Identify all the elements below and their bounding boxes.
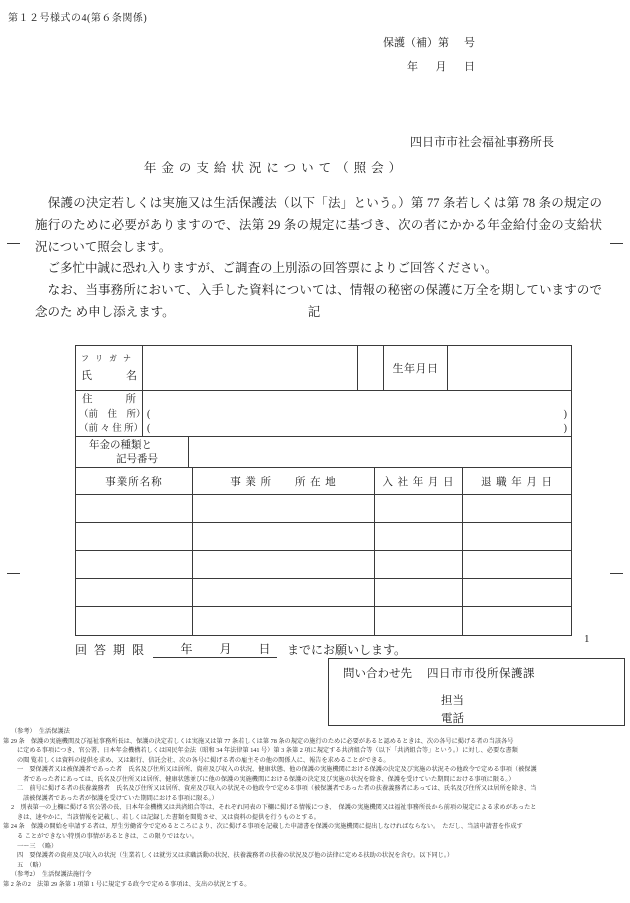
body-paragraph-2: ご多忙中誠に恐れ入りますが、ご調査の上別添の回答票によりご回答ください。	[35, 261, 498, 276]
name-value-cell	[143, 346, 358, 390]
doc-no-prefix: 保護（補）第	[383, 37, 449, 49]
furigana-label: フ リ ガ ナ	[81, 354, 133, 363]
column-header-join-date: 入 社 年 月 日	[375, 468, 463, 494]
inquiry-destination-line	[343, 665, 624, 681]
column-header-leave-date: 退 職 年 月 日	[481, 476, 553, 488]
reference-line: 2 別表第一の上欄に掲げる官公署の長、日本年金機構又は共済組合等は、それぞれ同表の下欄に掲げる情報につき、 保護の実施機関又は福祉事務所長から前項の規定による求めがあったと	[11, 804, 537, 812]
birthdate-value-cell	[448, 346, 571, 390]
reference-line: 該被保護者であった者が保護を受けていた期間における事項に限る。）	[23, 794, 218, 802]
form-id: 第１２号様式の4(第６条関係)	[8, 13, 148, 24]
inquiry-destination: 四日市市役所保護課	[427, 668, 535, 680]
name-label-cell	[76, 346, 143, 390]
page-title: 年金の支給状況について（照会）	[143, 161, 407, 175]
reference-line: （参考） 生活保護法	[11, 728, 70, 735]
table-row-address	[76, 391, 571, 437]
reference-line: 者であった者にあっては、氏名及び住所又は居所、健康状態並びに他の保護の実施機関における保護の決定及び実施の状況を除き、保護を受けていた期間における事項に限る。）	[23, 775, 515, 783]
reference-line: きは、速やかに、当該情報を記載し、若しくは記録した書類を閲覧させ、又は資料の提供を行うものとする。	[17, 813, 320, 821]
table-row	[76, 495, 571, 523]
name-label: 氏 名	[81, 370, 137, 382]
crop-mark	[610, 243, 623, 244]
reference-line: 第 29 条 保護の実施機関及び福祉事務所長は、保護の決定若しくは実施又は第 77 条若しくは第 78 条の規定の施行のために必要があると認めるときは、次の各号に掲げる者の当該各号	[3, 737, 514, 745]
pension-type-label-cell: 年金の種類と 記号番号	[76, 437, 189, 467]
reference-line: 四 要保護者の資産及び収入の状況（生業若しくは就労又は求職活動の状況、扶養義務者の扶養の状況及び他の法律に定める扶助の状況を含む。以下同じ。）	[17, 852, 454, 860]
reference-line: 第 2 条の2 法第 29 条第 1 項第 1 号に規定する政令で定める事項は、支出の状況とする。	[3, 880, 251, 888]
inquiry-contact-label: 担当	[441, 695, 464, 707]
prev2-address-label: （前 々 住 所）	[79, 424, 144, 434]
deadline-date-field: 年 月 日	[153, 640, 277, 658]
reference-line: 第 24 条 保護の開始を申請する者は、厚生労働省令で定めるところにより、次に掲げる事項を記載した申請書を保護の実施機関に提出しなければならない。 ただし、当該申請書を作成す	[3, 823, 523, 831]
deadline-label: 回 答 期 限	[75, 643, 147, 657]
column-header-office-name: 事業所名称	[76, 468, 193, 494]
reference-line: の閲 覧若しくは資料の提供を求め、又は銀行、信託会社、次の各号に掲げる者の雇主その他の関係人に、報告を求めることができる。	[17, 756, 390, 764]
addressee: 四日市市社会福祉事務所長	[410, 135, 555, 149]
table-row-pension-type	[76, 437, 571, 468]
inquiry-label: 問い合わせ先	[343, 668, 412, 680]
reply-deadline-line	[75, 640, 406, 658]
page-number: 1	[584, 633, 590, 645]
prev-address-value: ( )	[147, 408, 567, 420]
spacer-cell	[358, 346, 384, 390]
table-row	[76, 579, 571, 607]
column-header-office-location: 事 業 所 所 在 地	[193, 468, 375, 494]
body-paragraph-1: 保護の決定若しくは実施又は生活保護法（以下「法」という。）第 77 条若しくは第 78 条の規定の施行のために必要がありますので、法第 29 条の規定に基づき、次の者にかかる年金給付金の支給状況について照会します。	[35, 196, 602, 254]
document-number-line	[383, 34, 475, 50]
table-row	[76, 523, 571, 551]
inquiry-phone-label: 電話	[441, 713, 464, 725]
table-row-name	[76, 346, 571, 391]
crop-mark	[7, 243, 20, 244]
date-day-label: 日	[464, 61, 475, 73]
address-label-cell	[76, 391, 146, 436]
crop-mark	[7, 573, 20, 574]
legal-reference-text	[3, 727, 628, 889]
table-header-row	[76, 468, 571, 495]
subject-info-table	[75, 345, 572, 636]
prev2-address-value: ( )	[147, 423, 567, 434]
reference-line: に定める事項につき、官公署、日本年金機構若しくは国民年金法（昭和 34 年法律第 141 号）第 3 条第 2 項に規定する共済組合等（以下「共済組合等」という。）に対し、必要な書類	[17, 747, 518, 755]
date-month-label: 月	[435, 61, 447, 73]
reference-line: 二 前号に掲げる者の扶養義務者 氏名及び住所又は居所、資産及び収入の状況その他政令で定める事項（被保護者であった者の扶養義務者にあっては、氏名及び住所又は居所を除き、当	[17, 785, 537, 793]
inquiry-contact-box	[328, 658, 625, 726]
deadline-suffix: までにお願いします。	[287, 643, 407, 657]
table-row	[76, 607, 571, 635]
crop-mark	[610, 573, 623, 574]
document-date-line	[407, 58, 475, 74]
pension-type-value-cell	[189, 437, 571, 467]
reference-line: （参考2） 生活保護法施行令	[11, 871, 92, 879]
table-row	[76, 551, 571, 579]
ki-heading: 記	[307, 305, 323, 319]
birthdate-label-cell: 生年月日	[384, 346, 448, 390]
doc-no-suffix: 号	[464, 37, 475, 49]
body-paragraph-3: なお、当事務所において、入手した資料については、情報の秘密の保護に万全を期していますので念のた め申し添えます。	[35, 283, 602, 319]
date-year-label: 年	[407, 61, 418, 73]
address-value-cell	[143, 391, 571, 436]
prev-address-label: （前 住 所）	[79, 409, 146, 420]
reference-line: 一～三 （略）	[17, 842, 58, 850]
reference-line: 五 （略）	[17, 861, 45, 869]
address-label: 住 所	[82, 394, 136, 405]
reference-line: る ことができない特別の事情があるときは、この限りではない。	[17, 833, 198, 841]
document-number-block	[383, 34, 475, 74]
reference-line: 一 要保護者又は被保護者であった者 氏名及び住所又は居所、資産及び収入の状況、健康状態、他の保護の実施機関における保護の決定及び実施の状況その他政令で定める事項（被保護	[17, 766, 537, 774]
